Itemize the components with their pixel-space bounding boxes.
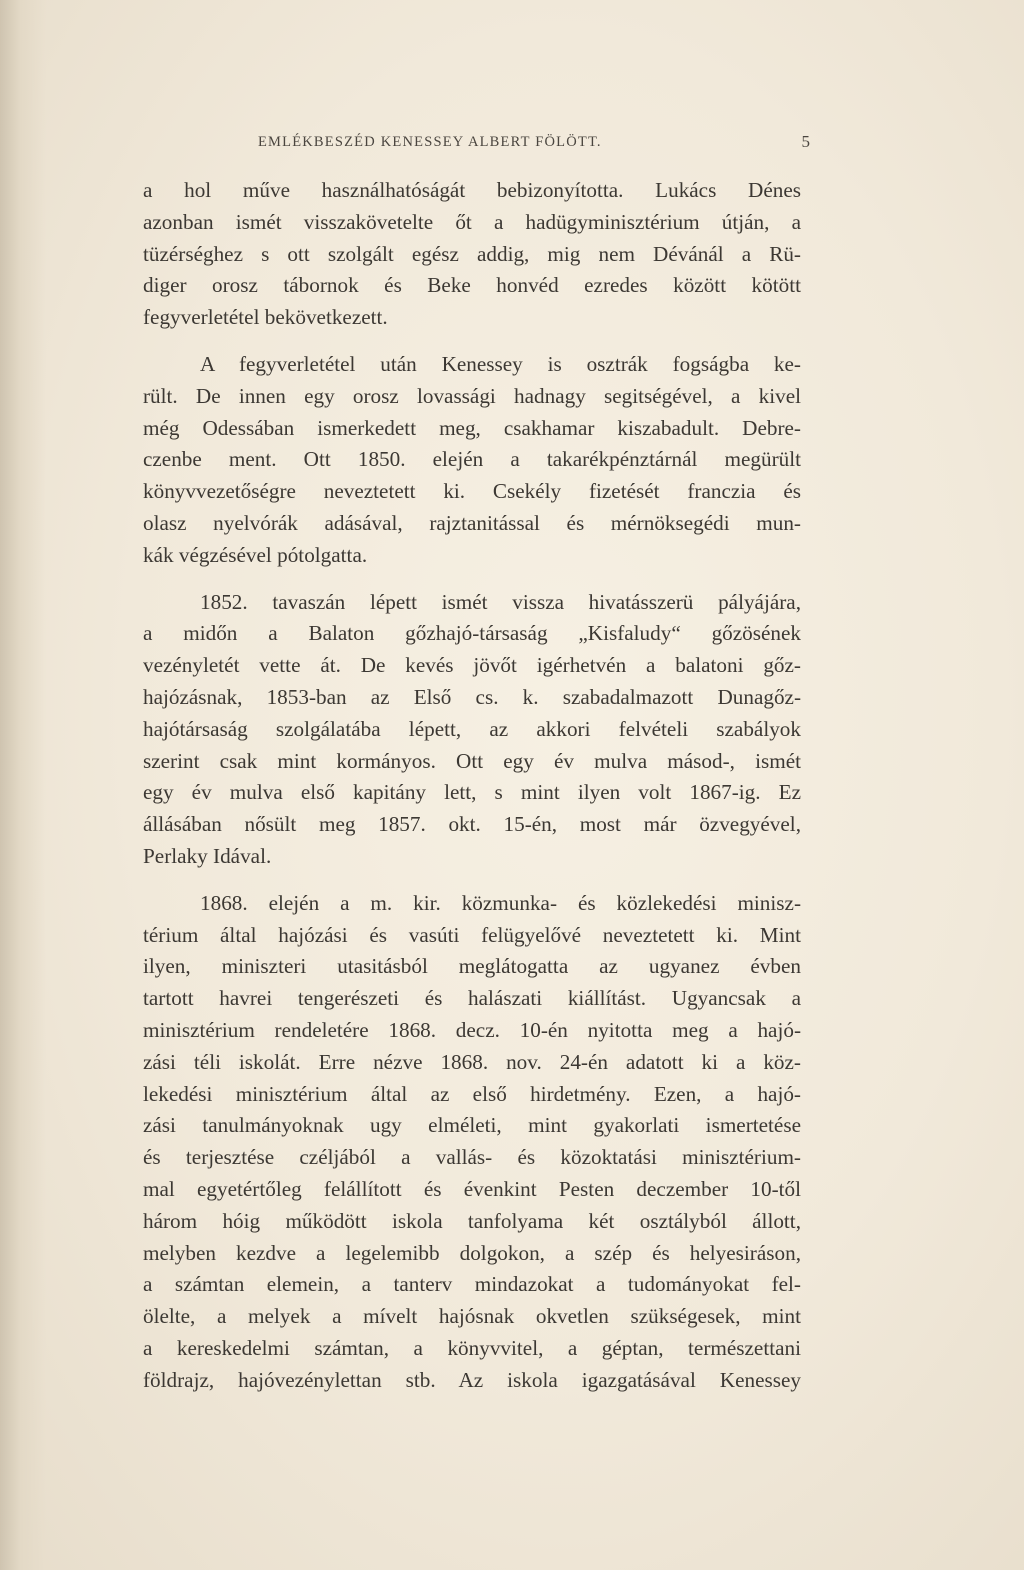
text-line: tüzérséghez s ott szolgált egész addig, mig nem Dévánál a Rü- <box>143 241 801 266</box>
page-header <box>258 132 810 151</box>
text-line: vezényletét vette át. De kevés jövőt igérhetvén a balatoni gőz- <box>143 653 801 678</box>
text-line: minisztérium rendeletére 1868. decz. 10-én nyitotta meg a hajó- <box>143 1017 801 1042</box>
running-title: EMLÉKBESZÉD KENESSEY ALBERT FÖLÖTT. <box>258 134 602 150</box>
text-line: tartott havrei tengerészeti és halászati kiállítást. Ugyancsak a <box>143 986 801 1011</box>
text-line: a kereskedelmi számtan, a könyvvitel, a géptan, természettani <box>143 1335 801 1360</box>
text-line: ölelte, a melyek a mívelt hajósnak okvetlen szükségesek, mint <box>143 1304 801 1329</box>
text-line: azonban ismét visszakövetelte őt a hadügyminisztérium útján, a <box>143 209 801 234</box>
text-line: fegyverletétel bekövetkezett. <box>143 305 388 330</box>
text-line: még Odessában ismerkedett meg, csakhamar kiszabadult. Debre- <box>143 415 801 440</box>
paragraph <box>143 349 801 572</box>
text-line: egy év mulva első kapitány lett, s mint ilyen volt 1867-ig. Ez <box>143 780 801 805</box>
text-line: Perlaky Idával. <box>143 843 272 868</box>
text-line: diger orosz tábornok és Beke honvéd ezredes között kötött <box>143 273 801 298</box>
text-line: kák végzésével pótolgatta. <box>143 542 368 567</box>
paragraph <box>143 888 801 1397</box>
text-line: ilyen, miniszteri utasitásból meglátogatta az ugyanez évben <box>143 954 801 979</box>
paragraph <box>143 175 801 334</box>
text-line: a hol műve használhatóságát bebizonyította. Lukács Dénes <box>143 178 801 202</box>
text-line: mal egyetértőleg felállított és évenkint Pesten deczember 10-től <box>143 1176 801 1201</box>
text-line: 1868. elején a m. kir. közmunka- és közlekedési minisz- <box>200 890 801 915</box>
text-line: A fegyverletétel után Kenessey is osztrák fogságba ke- <box>200 351 801 376</box>
binding-gutter-shadow <box>0 0 46 1570</box>
text-line: szerint csak mint kormányos. Ott egy év mulva másod-, ismét <box>143 748 801 773</box>
text-line: rült. De innen egy orosz lovassági hadnagy segitségével, a kivel <box>143 383 801 408</box>
text-line: melyben kezdve a legelemibb dolgokon, a szép és helyesiráson, <box>143 1240 801 1265</box>
text-line: könyvvezetőségre neveztetett ki. Csekély fizetését franczia és <box>143 479 801 504</box>
text-line: zási téli iskolát. Erre nézve 1868. nov. 24-én adatott ki a köz- <box>143 1049 801 1074</box>
text-line: olasz nyelvórák adásával, rajztanitással és mérnöksegédi mun- <box>143 510 801 535</box>
text-line: lekedési minisztérium által az első hirdetmény. Ezen, a hajó- <box>143 1081 801 1106</box>
text-line: hajózásnak, 1853-ban az Első cs. k. szabadalmazott Dunagőz- <box>143 684 801 709</box>
text-line: térium által hajózási és vasúti felügyelővé neveztetett ki. Mint <box>143 922 801 947</box>
text-line: a midőn a Balaton gőzhajó-társaság „Kisfaludy“ gőzösének <box>143 621 801 646</box>
text-line: zási tanulmányoknak ugy elméleti, mint gyakorlati ismertetése <box>143 1113 801 1138</box>
text-line: állásában nősült meg 1857. okt. 15-én, most már özvegyével, <box>143 812 801 837</box>
text-line: három hóig működött iskola tanfolyama két osztályból állott, <box>143 1208 801 1233</box>
text-line: és terjesztése czéljából a vallás- és közoktatási minisztérium- <box>143 1145 801 1170</box>
page-number: 5 <box>801 132 810 151</box>
text-line: földrajz, hajóvezénylettan stb. Az iskola igazgatásával Kenessey <box>143 1367 801 1392</box>
text-line: a számtan elemein, a tanterv mindazokat a tudományokat fel- <box>143 1272 801 1297</box>
text-line: 1852. tavaszán lépett ismét vissza hivatásszerü pályájára, <box>200 589 801 614</box>
body-text <box>143 175 801 1396</box>
paragraph <box>143 587 801 873</box>
text-line: czenbe ment. Ott 1850. elején a takarékpénztárnál megürült <box>143 447 801 472</box>
text-line: hajótársaság szolgálatába lépett, az akkori felvételi szabályok <box>143 716 801 741</box>
